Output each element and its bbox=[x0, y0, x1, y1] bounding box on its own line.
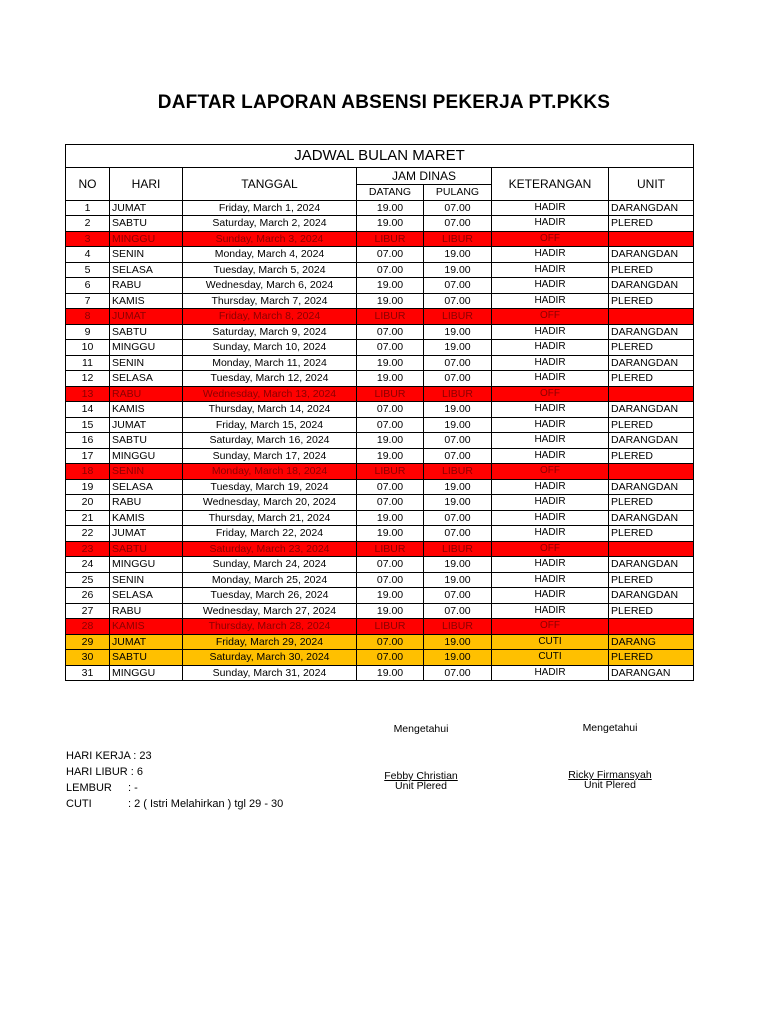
cell-hari: KAMIS bbox=[110, 293, 183, 309]
cell-keterangan: HADIR bbox=[492, 495, 609, 511]
cell-unit: DARANGDAN bbox=[609, 355, 694, 371]
cell-no: 19 bbox=[66, 479, 110, 495]
cell-hari: SELASA bbox=[110, 262, 183, 278]
table-row bbox=[66, 324, 694, 340]
signature-right-block bbox=[556, 769, 664, 791]
cell-pulang: 19.00 bbox=[424, 417, 492, 433]
cell-unit: DARANGDAN bbox=[609, 278, 694, 294]
cell-pulang: 07.00 bbox=[424, 278, 492, 294]
cell-pulang: LIBUR bbox=[424, 309, 492, 325]
cell-keterangan: HADIR bbox=[492, 216, 609, 232]
table-row bbox=[66, 216, 694, 232]
cell-no: 31 bbox=[66, 665, 110, 681]
cell-keterangan: HADIR bbox=[492, 200, 609, 216]
cell-unit: DARANGDAN bbox=[609, 588, 694, 604]
cell-datang: 07.00 bbox=[357, 634, 424, 650]
cell-datang: 07.00 bbox=[357, 324, 424, 340]
cell-keterangan: HADIR bbox=[492, 479, 609, 495]
summary-cuti-label: CUTI bbox=[66, 798, 92, 810]
cell-pulang: LIBUR bbox=[424, 386, 492, 402]
cell-hari: SELASA bbox=[110, 588, 183, 604]
cell-keterangan: HADIR bbox=[492, 371, 609, 387]
table-row bbox=[66, 371, 694, 387]
cell-datang: 19.00 bbox=[357, 355, 424, 371]
cell-pulang: 19.00 bbox=[424, 340, 492, 356]
cell-tanggal: Monday, March 18, 2024 bbox=[183, 464, 357, 480]
table-row bbox=[66, 340, 694, 356]
cell-datang: LIBUR bbox=[357, 386, 424, 402]
summary-hari-kerja-value: 23 bbox=[139, 750, 152, 762]
cell-keterangan: HADIR bbox=[492, 526, 609, 542]
cell-hari: RABU bbox=[110, 386, 183, 402]
cell-pulang: 07.00 bbox=[424, 588, 492, 604]
cell-tanggal: Friday, March 22, 2024 bbox=[183, 526, 357, 542]
cell-pulang: 07.00 bbox=[424, 510, 492, 526]
cell-no: 1 bbox=[66, 200, 110, 216]
cell-datang: 07.00 bbox=[357, 479, 424, 495]
cell-pulang: 19.00 bbox=[424, 479, 492, 495]
cell-hari: RABU bbox=[110, 495, 183, 511]
cell-tanggal: Friday, March 29, 2024 bbox=[183, 634, 357, 650]
table-row bbox=[66, 464, 694, 480]
header-datang: DATANG bbox=[357, 185, 424, 201]
cell-pulang: 07.00 bbox=[424, 293, 492, 309]
cell-keterangan: HADIR bbox=[492, 510, 609, 526]
cell-no: 4 bbox=[66, 247, 110, 263]
summary-hari-kerja bbox=[66, 748, 283, 764]
cell-datang: 07.00 bbox=[357, 402, 424, 418]
cell-unit bbox=[609, 541, 694, 557]
cell-hari: MINGGU bbox=[110, 231, 183, 247]
table-row bbox=[66, 588, 694, 604]
cell-datang: 07.00 bbox=[357, 572, 424, 588]
signature-left-role: Unit Plered bbox=[395, 780, 447, 792]
cell-keterangan: CUTI bbox=[492, 634, 609, 650]
cell-pulang: 19.00 bbox=[424, 324, 492, 340]
cell-tanggal: Monday, March 25, 2024 bbox=[183, 572, 357, 588]
cell-keterangan: HADIR bbox=[492, 340, 609, 356]
header-jam-dinas: JAM DINAS bbox=[357, 168, 492, 185]
signature-left-block bbox=[371, 770, 471, 792]
cell-tanggal: Saturday, March 30, 2024 bbox=[183, 650, 357, 666]
signature-left-name: Febby Christian bbox=[384, 770, 458, 782]
cell-datang: LIBUR bbox=[357, 541, 424, 557]
cell-hari: SABTU bbox=[110, 541, 183, 557]
summary-hari-libur bbox=[66, 764, 283, 780]
table-row bbox=[66, 510, 694, 526]
cell-hari: MINGGU bbox=[110, 448, 183, 464]
signature-right-label: Mengetahui bbox=[582, 722, 638, 734]
cell-tanggal: Thursday, March 14, 2024 bbox=[183, 402, 357, 418]
summary-cuti bbox=[66, 796, 283, 812]
cell-tanggal: Friday, March 8, 2024 bbox=[183, 309, 357, 325]
cell-no: 15 bbox=[66, 417, 110, 433]
cell-hari: JUMAT bbox=[110, 200, 183, 216]
cell-keterangan: CUTI bbox=[492, 650, 609, 666]
cell-unit: PLERED bbox=[609, 572, 694, 588]
cell-datang: 19.00 bbox=[357, 588, 424, 604]
cell-pulang: 07.00 bbox=[424, 216, 492, 232]
cell-datang: 07.00 bbox=[357, 340, 424, 356]
header-pulang: PULANG bbox=[424, 185, 492, 201]
cell-hari: KAMIS bbox=[110, 510, 183, 526]
header-unit: UNIT bbox=[609, 168, 694, 201]
cell-tanggal: Sunday, March 17, 2024 bbox=[183, 448, 357, 464]
cell-tanggal: Saturday, March 2, 2024 bbox=[183, 216, 357, 232]
table-row bbox=[66, 200, 694, 216]
cell-no: 17 bbox=[66, 448, 110, 464]
cell-unit: PLERED bbox=[609, 340, 694, 356]
cell-tanggal: Sunday, March 24, 2024 bbox=[183, 557, 357, 573]
cell-hari: SENIN bbox=[110, 572, 183, 588]
cell-keterangan: OFF bbox=[492, 309, 609, 325]
cell-keterangan: HADIR bbox=[492, 557, 609, 573]
cell-keterangan: OFF bbox=[492, 541, 609, 557]
cell-hari: SELASA bbox=[110, 479, 183, 495]
cell-keterangan: OFF bbox=[492, 231, 609, 247]
table-row bbox=[66, 231, 694, 247]
cell-unit: PLERED bbox=[609, 448, 694, 464]
cell-pulang: 19.00 bbox=[424, 650, 492, 666]
header-hari: HARI bbox=[110, 168, 183, 201]
cell-pulang: 07.00 bbox=[424, 200, 492, 216]
cell-keterangan: HADIR bbox=[492, 278, 609, 294]
cell-no: 13 bbox=[66, 386, 110, 402]
cell-datang: 19.00 bbox=[357, 603, 424, 619]
cell-no: 6 bbox=[66, 278, 110, 294]
table-row bbox=[66, 665, 694, 681]
cell-hari: SABTU bbox=[110, 324, 183, 340]
cell-pulang: 07.00 bbox=[424, 665, 492, 681]
cell-datang: 07.00 bbox=[357, 495, 424, 511]
cell-tanggal: Sunday, March 3, 2024 bbox=[183, 231, 357, 247]
cell-unit bbox=[609, 619, 694, 635]
cell-no: 3 bbox=[66, 231, 110, 247]
cell-keterangan: HADIR bbox=[492, 665, 609, 681]
cell-datang: LIBUR bbox=[357, 231, 424, 247]
cell-datang: 07.00 bbox=[357, 557, 424, 573]
cell-tanggal: Thursday, March 21, 2024 bbox=[183, 510, 357, 526]
cell-keterangan: OFF bbox=[492, 619, 609, 635]
cell-pulang: LIBUR bbox=[424, 231, 492, 247]
table-row bbox=[66, 495, 694, 511]
table-row bbox=[66, 386, 694, 402]
cell-no: 24 bbox=[66, 557, 110, 573]
cell-hari: SENIN bbox=[110, 464, 183, 480]
cell-hari: KAMIS bbox=[110, 619, 183, 635]
cell-hari: RABU bbox=[110, 603, 183, 619]
table-row bbox=[66, 417, 694, 433]
cell-hari: SELASA bbox=[110, 371, 183, 387]
cell-tanggal: Wednesday, March 13, 2024 bbox=[183, 386, 357, 402]
table-row bbox=[66, 262, 694, 278]
cell-datang: 19.00 bbox=[357, 200, 424, 216]
table-row bbox=[66, 619, 694, 635]
cell-pulang: 19.00 bbox=[424, 495, 492, 511]
cell-hari: SABTU bbox=[110, 650, 183, 666]
cell-datang: 19.00 bbox=[357, 665, 424, 681]
cell-datang: 07.00 bbox=[357, 417, 424, 433]
cell-unit bbox=[609, 231, 694, 247]
cell-keterangan: HADIR bbox=[492, 448, 609, 464]
cell-datang: 19.00 bbox=[357, 448, 424, 464]
table-row bbox=[66, 433, 694, 449]
cell-no: 22 bbox=[66, 526, 110, 542]
table-row bbox=[66, 603, 694, 619]
signature-left-label: Mengetahui bbox=[393, 723, 449, 735]
cell-no: 20 bbox=[66, 495, 110, 511]
cell-pulang: 07.00 bbox=[424, 448, 492, 464]
cell-pulang: 07.00 bbox=[424, 526, 492, 542]
cell-tanggal: Wednesday, March 20, 2024 bbox=[183, 495, 357, 511]
cell-keterangan: OFF bbox=[492, 386, 609, 402]
cell-no: 25 bbox=[66, 572, 110, 588]
cell-no: 16 bbox=[66, 433, 110, 449]
summary-lembur-label: LEMBUR bbox=[66, 782, 112, 794]
cell-unit: DARANGDAN bbox=[609, 324, 694, 340]
cell-unit: DARANGDAN bbox=[609, 479, 694, 495]
table-row bbox=[66, 572, 694, 588]
header-no: NO bbox=[66, 168, 110, 201]
signature-left bbox=[381, 723, 461, 735]
cell-unit: DARANGDAN bbox=[609, 247, 694, 263]
signature-right-name: Ricky Firmansyah bbox=[568, 769, 652, 781]
cell-hari: MINGGU bbox=[110, 665, 183, 681]
page-title: DAFTAR LAPORAN ABSENSI PEKERJA PT.PKKS bbox=[157, 92, 611, 113]
table-row bbox=[66, 355, 694, 371]
cell-unit: DARANGDAN bbox=[609, 433, 694, 449]
cell-hari: SENIN bbox=[110, 355, 183, 371]
table-row bbox=[66, 448, 694, 464]
cell-no: 11 bbox=[66, 355, 110, 371]
cell-no: 5 bbox=[66, 262, 110, 278]
cell-keterangan: HADIR bbox=[492, 355, 609, 371]
cell-no: 27 bbox=[66, 603, 110, 619]
cell-unit bbox=[609, 309, 694, 325]
summary-hari-libur-label: HARI LIBUR : bbox=[66, 766, 134, 778]
cell-keterangan: HADIR bbox=[492, 417, 609, 433]
cell-no: 10 bbox=[66, 340, 110, 356]
cell-datang: 19.00 bbox=[357, 433, 424, 449]
cell-no: 26 bbox=[66, 588, 110, 604]
cell-no: 8 bbox=[66, 309, 110, 325]
table-body bbox=[66, 200, 694, 681]
cell-datang: 19.00 bbox=[357, 510, 424, 526]
cell-pulang: LIBUR bbox=[424, 464, 492, 480]
cell-unit: DARANG bbox=[609, 634, 694, 650]
attendance-table bbox=[65, 144, 694, 681]
cell-tanggal: Monday, March 11, 2024 bbox=[183, 355, 357, 371]
cell-pulang: 19.00 bbox=[424, 262, 492, 278]
cell-unit: DARANGDAN bbox=[609, 402, 694, 418]
cell-no: 29 bbox=[66, 634, 110, 650]
summary-cuti-value: : 2 ( Istri Melahirkan ) tgl 29 - 30 bbox=[128, 798, 284, 810]
cell-unit: PLERED bbox=[609, 495, 694, 511]
cell-tanggal: Tuesday, March 26, 2024 bbox=[183, 588, 357, 604]
cell-hari: SABTU bbox=[110, 433, 183, 449]
cell-no: 12 bbox=[66, 371, 110, 387]
cell-unit: DARANGDAN bbox=[609, 200, 694, 216]
cell-unit: DARANGDAN bbox=[609, 510, 694, 526]
cell-tanggal: Wednesday, March 27, 2024 bbox=[183, 603, 357, 619]
cell-no: 9 bbox=[66, 324, 110, 340]
cell-no: 14 bbox=[66, 402, 110, 418]
cell-datang: 19.00 bbox=[357, 278, 424, 294]
cell-datang: LIBUR bbox=[357, 309, 424, 325]
table-row bbox=[66, 479, 694, 495]
cell-datang: 07.00 bbox=[357, 650, 424, 666]
cell-unit: PLERED bbox=[609, 216, 694, 232]
cell-keterangan: HADIR bbox=[492, 262, 609, 278]
cell-datang: 19.00 bbox=[357, 371, 424, 387]
header-keterangan: KETERANGAN bbox=[492, 168, 609, 201]
cell-datang: LIBUR bbox=[357, 619, 424, 635]
cell-datang: 19.00 bbox=[357, 293, 424, 309]
cell-pulang: 07.00 bbox=[424, 371, 492, 387]
cell-tanggal: Thursday, March 28, 2024 bbox=[183, 619, 357, 635]
cell-unit: PLERED bbox=[609, 650, 694, 666]
cell-hari: JUMAT bbox=[110, 417, 183, 433]
cell-hari: SENIN bbox=[110, 247, 183, 263]
cell-tanggal: Tuesday, March 19, 2024 bbox=[183, 479, 357, 495]
table-row bbox=[66, 650, 694, 666]
cell-pulang: 19.00 bbox=[424, 402, 492, 418]
cell-tanggal: Saturday, March 9, 2024 bbox=[183, 324, 357, 340]
signature-right-role: Unit Plered bbox=[584, 779, 636, 791]
cell-tanggal: Friday, March 1, 2024 bbox=[183, 200, 357, 216]
cell-datang: 19.00 bbox=[357, 526, 424, 542]
cell-unit: PLERED bbox=[609, 293, 694, 309]
cell-hari: SABTU bbox=[110, 216, 183, 232]
cell-keterangan: HADIR bbox=[492, 588, 609, 604]
cell-unit: DARANGAN bbox=[609, 665, 694, 681]
cell-unit: DARANGDAN bbox=[609, 557, 694, 573]
cell-hari: JUMAT bbox=[110, 526, 183, 542]
cell-tanggal: Saturday, March 23, 2024 bbox=[183, 541, 357, 557]
cell-unit: PLERED bbox=[609, 262, 694, 278]
cell-keterangan: HADIR bbox=[492, 324, 609, 340]
table-row bbox=[66, 526, 694, 542]
cell-unit bbox=[609, 464, 694, 480]
cell-no: 23 bbox=[66, 541, 110, 557]
cell-tanggal: Sunday, March 10, 2024 bbox=[183, 340, 357, 356]
summary-hari-libur-value: 6 bbox=[136, 766, 144, 778]
schedule-title: JADWAL BULAN MARET bbox=[66, 145, 694, 168]
cell-pulang: 07.00 bbox=[424, 433, 492, 449]
cell-no: 18 bbox=[66, 464, 110, 480]
table-row bbox=[66, 247, 694, 263]
cell-hari: MINGGU bbox=[110, 557, 183, 573]
cell-tanggal: Thursday, March 7, 2024 bbox=[183, 293, 357, 309]
cell-unit: PLERED bbox=[609, 526, 694, 542]
cell-hari: JUMAT bbox=[110, 309, 183, 325]
cell-keterangan: OFF bbox=[492, 464, 609, 480]
cell-unit: PLERED bbox=[609, 417, 694, 433]
summary-lembur bbox=[66, 780, 283, 796]
table-row bbox=[66, 557, 694, 573]
cell-hari: JUMAT bbox=[110, 634, 183, 650]
cell-datang: LIBUR bbox=[357, 464, 424, 480]
cell-unit: PLERED bbox=[609, 371, 694, 387]
cell-keterangan: HADIR bbox=[492, 293, 609, 309]
cell-tanggal: Tuesday, March 5, 2024 bbox=[183, 262, 357, 278]
cell-pulang: 19.00 bbox=[424, 247, 492, 263]
cell-tanggal: Tuesday, March 12, 2024 bbox=[183, 371, 357, 387]
cell-datang: 19.00 bbox=[357, 216, 424, 232]
cell-keterangan: HADIR bbox=[492, 603, 609, 619]
cell-keterangan: HADIR bbox=[492, 247, 609, 263]
cell-datang: 07.00 bbox=[357, 262, 424, 278]
cell-tanggal: Saturday, March 16, 2024 bbox=[183, 433, 357, 449]
cell-tanggal: Friday, March 15, 2024 bbox=[183, 417, 357, 433]
summary-hari-kerja-label: HARI KERJA : bbox=[66, 750, 137, 762]
cell-hari: KAMIS bbox=[110, 402, 183, 418]
cell-pulang: 19.00 bbox=[424, 572, 492, 588]
cell-pulang: LIBUR bbox=[424, 541, 492, 557]
table-row bbox=[66, 309, 694, 325]
signature-right bbox=[570, 722, 650, 734]
cell-datang: 07.00 bbox=[357, 247, 424, 263]
cell-hari: MINGGU bbox=[110, 340, 183, 356]
cell-unit: PLERED bbox=[609, 603, 694, 619]
cell-tanggal: Sunday, March 31, 2024 bbox=[183, 665, 357, 681]
cell-tanggal: Wednesday, March 6, 2024 bbox=[183, 278, 357, 294]
summary-lembur-value: : - bbox=[128, 782, 138, 794]
summary-block bbox=[66, 748, 283, 812]
cell-keterangan: HADIR bbox=[492, 402, 609, 418]
table-row bbox=[66, 293, 694, 309]
cell-no: 21 bbox=[66, 510, 110, 526]
cell-pulang: LIBUR bbox=[424, 619, 492, 635]
cell-keterangan: HADIR bbox=[492, 572, 609, 588]
cell-pulang: 07.00 bbox=[424, 603, 492, 619]
cell-keterangan: HADIR bbox=[492, 433, 609, 449]
cell-unit bbox=[609, 386, 694, 402]
table-row bbox=[66, 278, 694, 294]
cell-no: 28 bbox=[66, 619, 110, 635]
table-row bbox=[66, 634, 694, 650]
table-row bbox=[66, 541, 694, 557]
cell-no: 7 bbox=[66, 293, 110, 309]
cell-hari: RABU bbox=[110, 278, 183, 294]
cell-no: 2 bbox=[66, 216, 110, 232]
header-tanggal: TANGGAL bbox=[183, 168, 357, 201]
cell-pulang: 07.00 bbox=[424, 355, 492, 371]
cell-tanggal: Monday, March 4, 2024 bbox=[183, 247, 357, 263]
cell-pulang: 19.00 bbox=[424, 634, 492, 650]
cell-pulang: 19.00 bbox=[424, 557, 492, 573]
cell-no: 30 bbox=[66, 650, 110, 666]
table-row bbox=[66, 402, 694, 418]
